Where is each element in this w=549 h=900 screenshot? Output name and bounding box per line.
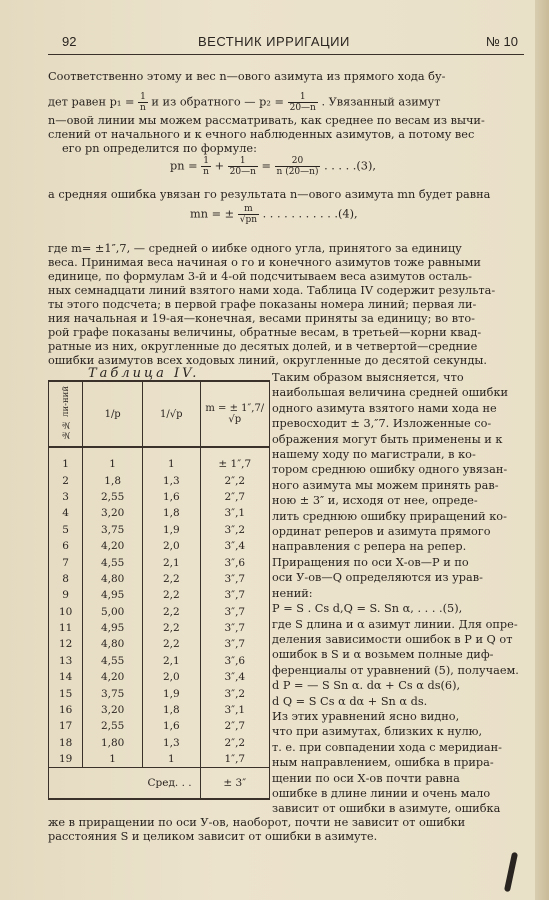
right-col-line: деления зависимости ошибок в P и Q от <box>272 632 513 646</box>
cell-error: 3″,7 <box>200 620 269 636</box>
cell-inv-p: 4,20 <box>83 538 143 554</box>
right-col-line: P = S . Cs d,Q = S. Sn α, . . . .(5), <box>272 602 463 616</box>
cell-error: 3″,7 <box>200 571 269 587</box>
p2-fraction: $\frac{1}{20—n}$ <box>289 92 316 113</box>
cell-error: 3″,7 <box>200 604 269 620</box>
table-row <box>49 702 270 718</box>
paragraph-1: где m= ±1″,7, — средней о иибке одного угла, принятого за единицу веса. Принимая веса начиная о го и конечного азимутов тоже равными единице, по формулам 3-й и 4-ой подсчитываем веса азимутов осталь- ных семнадцати линий взятого нами хода. Таблица IV содержит результа- ты этого подсчета; в первой графе показаны номера линий; первая ли- ния начальная и 19-ая—конечная, весами приняты за единицу; во вто- рой графе показаны величины, обратные весам, в третьей—корни квад- ратные из них, округленные до десятых долей, и в четвертой—средние ошибки азимутов всех ходовых линий, округленные до десятой секунды. <box>48 242 496 367</box>
cell-error: 3″,7 <box>200 636 269 652</box>
cell-inv-sqrt-p: 2,0 <box>143 669 201 685</box>
cell-inv-sqrt-p: 1,9 <box>143 685 201 701</box>
col-header-error: m = ± 1″,7/√p <box>200 381 269 447</box>
cell-inv-sqrt-p: 2,2 <box>143 587 201 603</box>
intro-line-2-tail: . Увязанный азимут <box>321 95 441 109</box>
table-row <box>49 447 270 472</box>
table-iv <box>48 380 270 800</box>
right-col-line: ным направлением, ошибка в прира- <box>272 756 494 770</box>
cell-line-no: 8 <box>49 571 83 587</box>
pen-mark <box>504 852 518 892</box>
p2-label: и из обратного — p₂ = <box>151 95 284 109</box>
page-edge <box>535 0 549 900</box>
cell-line-no: 9 <box>49 587 83 603</box>
cell-error: 3″,7 <box>200 587 269 603</box>
cell-line-no: 12 <box>49 636 83 652</box>
issue-number: № 10 <box>485 34 518 49</box>
cell-inv-p: 1,80 <box>83 735 143 751</box>
cell-error: 1″,7 <box>200 751 269 768</box>
cell-inv-sqrt-p: 1,6 <box>143 489 201 505</box>
col-header-inv-sqrt-p: 1/√p <box>143 381 201 447</box>
cell-inv-p: 4,55 <box>83 554 143 570</box>
right-col-line: лить среднюю ошибку приращений ко- <box>272 509 507 523</box>
table-row <box>49 489 270 505</box>
right-col-line: наибольшая величина средней ошибки <box>272 386 509 400</box>
cell-error: 3″,1 <box>200 702 269 718</box>
intro-line-5: его pn определится по формуле: <box>62 142 257 155</box>
cell-inv-p: 4,95 <box>83 620 143 636</box>
intro-line-3: n—овой линии мы можем рассматривать, как среднее по весам из вычи- <box>48 114 485 127</box>
right-col-line: d P = — S Sn α. dα + Cs α ds(6), <box>272 679 461 693</box>
cell-inv-p: 4,20 <box>83 669 143 685</box>
intro-line-4: слений от начального и к ечного наблюденных азимутов, а потому вес <box>48 128 475 141</box>
page-number: 92 <box>62 34 77 49</box>
cell-error: 2″,2 <box>200 472 269 488</box>
cell-line-no: 10 <box>49 604 83 620</box>
table-row <box>49 472 270 488</box>
cell-line-no: 13 <box>49 653 83 669</box>
table-row <box>49 604 270 620</box>
cell-error: 3″,4 <box>200 669 269 685</box>
page-header <box>48 32 524 55</box>
table-row <box>49 653 270 669</box>
intro-line-1: Соответственно этому и вес n—ового азимута из прямого хода бу- <box>48 70 446 83</box>
right-col-line: направления с репера на репер. <box>272 540 467 554</box>
cell-inv-p: 3,75 <box>83 685 143 701</box>
cell-inv-sqrt-p: 2,0 <box>143 538 201 554</box>
right-col-line: тором среднюю ошибку одного увязан- <box>272 463 508 477</box>
cell-line-no: 15 <box>49 685 83 701</box>
cell-inv-sqrt-p: 2,1 <box>143 653 201 669</box>
cell-error: 3″,4 <box>200 538 269 554</box>
cell-line-no: 6 <box>49 538 83 554</box>
right-col-line: зависит от ошибки в азимуте, ошибка <box>272 802 501 816</box>
cell-line-no: 3 <box>49 489 83 505</box>
cell-error: 3″,6 <box>200 554 269 570</box>
cell-line-no: 19 <box>49 751 83 768</box>
table-row <box>49 620 270 636</box>
right-column-text <box>272 370 519 817</box>
col-header-inv-p: 1/p <box>83 381 143 447</box>
cell-inv-p: 1 <box>83 447 143 472</box>
cell-inv-sqrt-p: 1,8 <box>143 505 201 521</box>
cell-inv-p: 4,95 <box>83 587 143 603</box>
cell-inv-p: 1 <box>83 751 143 768</box>
cell-error: 2″,2 <box>200 735 269 751</box>
right-col-line: d Q = S Cs α dα + Sn α ds. <box>272 694 428 708</box>
right-col-line: ошибок в S и α возьмем полные диф- <box>272 648 494 662</box>
cell-line-no: 18 <box>49 735 83 751</box>
cell-line-no: 14 <box>49 669 83 685</box>
right-col-line: ображения могут быть применены и к <box>272 432 503 446</box>
right-col-line: ординат реперов и азимута прямого <box>272 525 491 539</box>
cell-inv-p: 1,8 <box>83 472 143 488</box>
table-row <box>49 587 270 603</box>
col-header-lines: №№ ли-ний <box>49 381 83 447</box>
right-col-line: щении по оси Х-ов почти равна <box>272 771 460 785</box>
cell-inv-sqrt-p: 2,1 <box>143 554 201 570</box>
right-col-line: ошибке в длине линии и очень мало <box>272 786 491 800</box>
right-col-line: нений: <box>272 586 313 600</box>
right-col-line: Приращения по оси Х-ов—Р и по <box>272 555 469 569</box>
cell-error: 2″,7 <box>200 718 269 734</box>
cell-inv-sqrt-p: 1,8 <box>143 702 201 718</box>
mid-line: а средняя ошибка увязан го результата n—ового азимута mn будет равна <box>48 188 491 201</box>
right-col-line: ного азимута мы можем принять рав- <box>272 478 499 492</box>
cell-line-no: 4 <box>49 505 83 521</box>
bottom-line-2: расстояния S и целиком зависит от ошибки в азимуте. <box>48 830 378 843</box>
cell-inv-sqrt-p: 2,2 <box>143 636 201 652</box>
right-col-line: где S длина и α азимут линии. Для опре- <box>272 617 518 631</box>
cell-inv-p: 4,55 <box>83 653 143 669</box>
right-col-line: Из этих уравнений ясно видно, <box>272 709 460 723</box>
table-row <box>49 735 270 751</box>
right-col-line: что при азимутах, близких к нулю, <box>272 725 483 739</box>
p1-fraction: $\frac{1}{n}$ <box>140 92 146 113</box>
cell-line-no: 17 <box>49 718 83 734</box>
cell-error: 3″,6 <box>200 653 269 669</box>
cell-line-no: 1 <box>49 447 83 472</box>
p1-label: дет равен p₁ = <box>48 95 135 109</box>
cell-inv-p: 4,80 <box>83 571 143 587</box>
bottom-line-1: же в приращении по оси У-ов, наоборот, почти не зависит от ошибки <box>48 816 466 829</box>
cell-inv-p: 5,00 <box>83 604 143 620</box>
right-col-line: т. е. при совпадении хода с меридиан- <box>272 740 502 754</box>
table-row <box>49 669 270 685</box>
cell-error: 2″,7 <box>200 489 269 505</box>
cell-inv-p: 3,75 <box>83 522 143 538</box>
table-row <box>49 522 270 538</box>
cell-inv-p: 2,55 <box>83 489 143 505</box>
cell-line-no: 16 <box>49 702 83 718</box>
cell-error: 3″,1 <box>200 505 269 521</box>
cell-inv-p: 4,80 <box>83 636 143 652</box>
cell-line-no: 2 <box>49 472 83 488</box>
cell-inv-sqrt-p: 1 <box>143 447 201 472</box>
right-col-line: нашему ходу по магистрали, в ко- <box>272 448 476 462</box>
footer-label: Сред. . . <box>49 768 201 800</box>
table-row <box>49 751 270 768</box>
intro-line-2 <box>48 92 440 113</box>
cell-inv-p: 3,20 <box>83 505 143 521</box>
right-col-line: оси У-ов—Q определяются из урав- <box>272 571 483 585</box>
cell-error: ± 1″,7 <box>200 447 269 472</box>
cell-inv-sqrt-p: 1,9 <box>143 522 201 538</box>
cell-line-no: 5 <box>49 522 83 538</box>
journal-title: ВЕСТНИК ИРРИГАЦИИ <box>198 34 350 49</box>
formula-3: pn = $\frac{1}{n}$ + $\frac{1}{20—n}$ = $\frac{20}{n (20—n)}$ . . . . .(3), <box>170 156 376 177</box>
cell-inv-sqrt-p: 2,2 <box>143 620 201 636</box>
cell-error: 3″,2 <box>200 522 269 538</box>
right-col-line: одного азимута взятого нами хода не <box>272 401 497 415</box>
table-row <box>49 571 270 587</box>
formula-4: mn = ± $\frac{m}{√pn}$ . . . . . . . . . . .(4), <box>190 204 358 225</box>
table-row <box>49 718 270 734</box>
cell-inv-p: 2,55 <box>83 718 143 734</box>
cell-inv-sqrt-p: 1,6 <box>143 718 201 734</box>
cell-inv-sqrt-p: 2,2 <box>143 571 201 587</box>
right-col-line: ференциалы от уравнений (5), получаем. <box>272 663 519 677</box>
table-row <box>49 636 270 652</box>
cell-inv-p: 3,20 <box>83 702 143 718</box>
cell-line-no: 11 <box>49 620 83 636</box>
cell-error: 3″,2 <box>200 685 269 701</box>
cell-inv-sqrt-p: 1,3 <box>143 735 201 751</box>
cell-inv-sqrt-p: 1,3 <box>143 472 201 488</box>
right-col-line: превосходит ± 3,″7. Изложенные со- <box>272 417 492 431</box>
table-caption: Таблица IV. <box>88 366 200 381</box>
cell-inv-sqrt-p: 2,2 <box>143 604 201 620</box>
footer-value: ± 3″ <box>200 768 269 800</box>
table-row <box>49 554 270 570</box>
cell-inv-sqrt-p: 1 <box>143 751 201 768</box>
table-row <box>49 538 270 554</box>
table-row <box>49 505 270 521</box>
table-row <box>49 685 270 701</box>
right-col-line: ною ± 3″ и, исходя от нее, опреде- <box>272 494 478 508</box>
right-col-line: Таким образом выясняется, что <box>272 371 464 384</box>
cell-line-no: 7 <box>49 554 83 570</box>
